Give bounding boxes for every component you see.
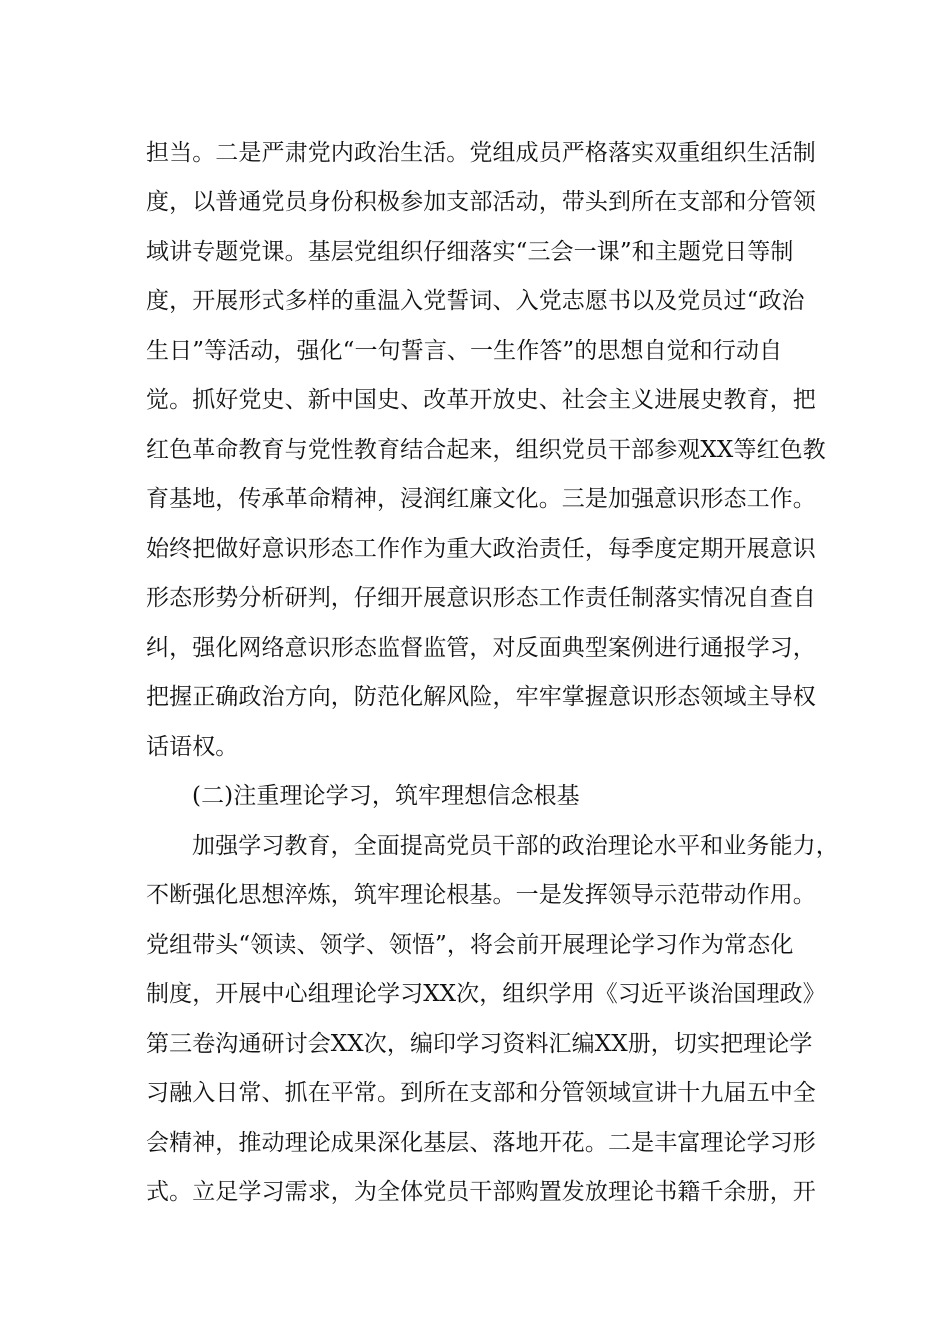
text-line: 加强学习教育，全面提高党员干部的政治理论水平和业务能力，	[192, 833, 839, 859]
text-line: 育基地，传承革命精神，浸润红廉文化。三是加强意识形态工作。	[146, 486, 816, 512]
text-line: 始终把做好意识形态工作作为重大政治责任，每季度定期开展意识	[146, 536, 816, 562]
text-line: 形态形势分析研判，仔细开展意识形态工作责任制落实情况自查自	[146, 585, 816, 611]
text-line: 把握正确政治方向，防范化解风险，牢牢掌握意识形态领域主导权	[146, 684, 816, 710]
text-line: 度，以普通党员身份积极参加支部活动，带头到所在支部和分管领	[146, 189, 816, 215]
text-line: 式。立足学习需求，为全体党员干部购置发放理论书籍千余册，开	[146, 1179, 816, 1205]
text-line: 度，开展形式多样的重温入党誓词、入党志愿书以及党员过“政治	[146, 288, 805, 314]
text-line: 会精神，推动理论成果深化基层、落地开花。二是丰富理论学习形	[146, 1130, 816, 1156]
text-line: 第三卷沟通研讨会XX次，编印学习资料汇编XX册，切实把理论学	[146, 1031, 813, 1057]
text-line: 红色革命教育与党性教育结合起来，组织党员干部参观XX等红色教	[146, 437, 826, 463]
text-line: 不断强化思想淬炼，筑牢理论根基。一是发挥领导示范带动作用。	[146, 882, 816, 908]
text-line: 习融入日常、抓在平常。到所在支部和分管领域宣讲十九届五中全	[146, 1080, 816, 1106]
text-line: 觉。抓好党史、新中国史、改革开放史、社会主义进展史教育，把	[146, 387, 816, 413]
text-line: 话语权。	[146, 734, 239, 760]
text-line: 域讲专题党课。基层党组织仔细落实“三会一课”和主题党日等制	[146, 239, 794, 265]
section-heading: (二)注重理论学习，筑牢理想信念根基	[192, 783, 580, 809]
text-line: 担当。二是严肃党内政治生活。党组成员严格落实双重组织生活制	[146, 140, 816, 166]
text-line: 纠，强化网络意识形态监督监管，对反面典型案例进行通报学习，	[146, 635, 816, 661]
text-line: 生日”等活动，强化“一句誓言、一生作答”的思想自觉和行动自	[146, 338, 783, 364]
text-line: 制度，开展中心组理论学习XX次，组织学用《习近平谈治国理政》	[146, 981, 826, 1007]
text-line: 党组带头“领读、领学、领悟”，将会前开展理论学习作为常态化	[146, 932, 794, 958]
